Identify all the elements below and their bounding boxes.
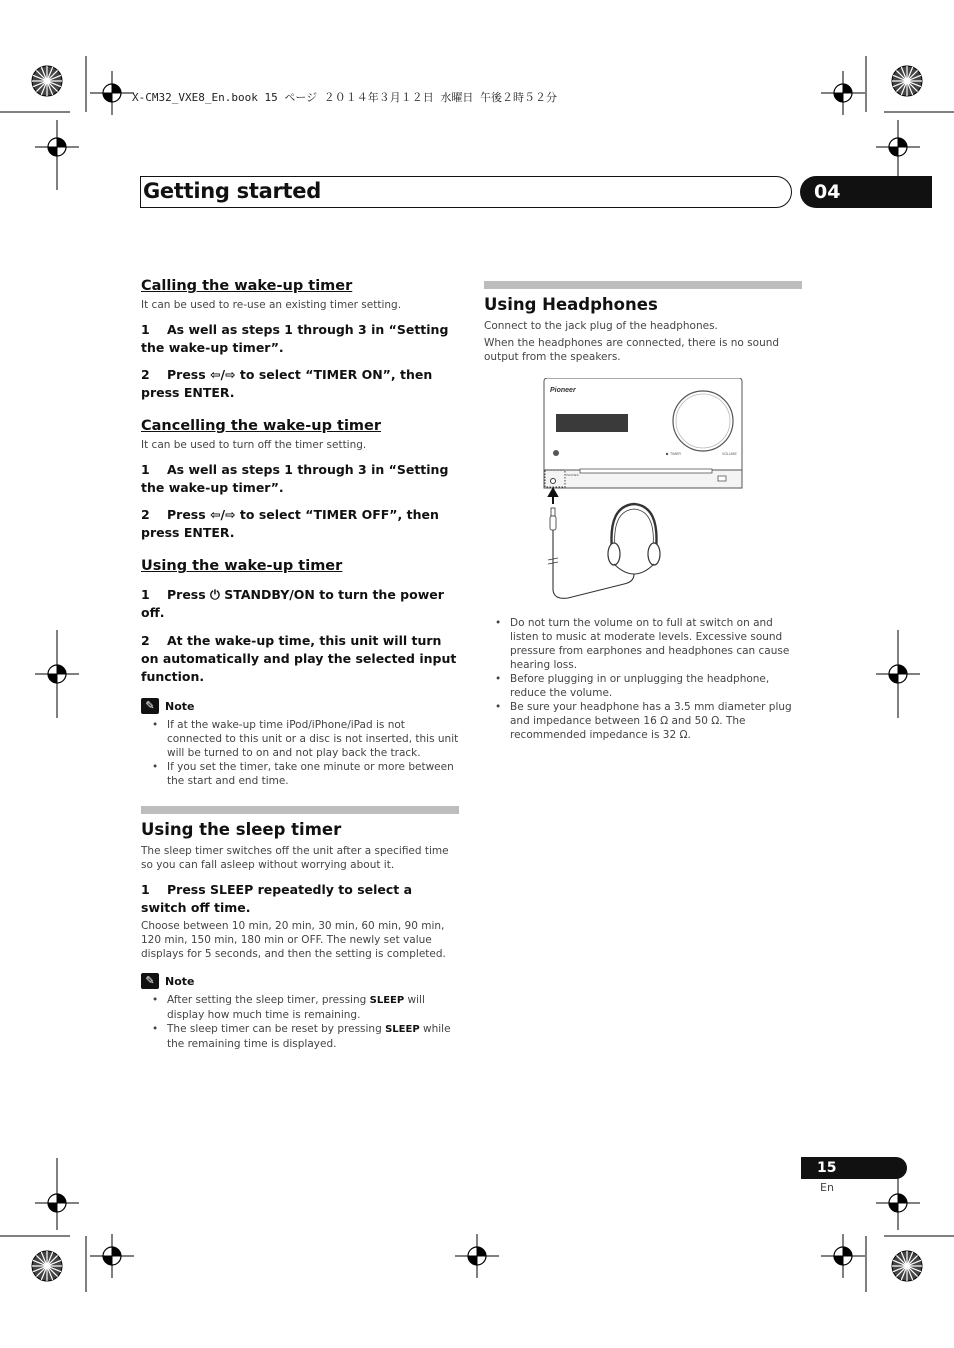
list-item: • Do not turn the volume on to full at switch on and listen to music at moderate levels. Excessive sound pressure from earphones and headphones can cause hearing loss. xyxy=(484,616,802,672)
phones-label: PHONES xyxy=(566,473,579,477)
cancelling-heading: Cancelling the wake-up timer xyxy=(141,418,382,434)
list-item: • The sleep timer can be reset by pressing SLEEP while the remaining time is displayed. xyxy=(141,1022,459,1051)
calling-heading: Calling the wake-up timer xyxy=(141,278,353,294)
headphones-bullets xyxy=(484,616,802,742)
calling-step-1: 1 As well as steps 1 through 3 in “Setting the wake-up timer”. xyxy=(141,322,449,355)
using-step-1: 1 Press ⏻ STANDBY/ON to turn the power off. xyxy=(141,587,444,620)
sleep-step-detail: Choose between 10 min, 20 min, 30 min, 60 min, 90 min, 120 min, 150 min, 180 min or OFF. The newly set value displays for 5 seconds, and then the setting is completed. xyxy=(141,920,446,960)
sleep-step-1: 1 Press SLEEP repeatedly to select a switch off time. xyxy=(141,882,413,915)
headphones-illustration xyxy=(484,378,802,608)
brand-logo: Pioneer xyxy=(550,387,576,394)
usb-port xyxy=(718,476,726,481)
chapter-number: 04 xyxy=(800,176,932,208)
page-language: En xyxy=(820,1181,834,1194)
calling-intro: It can be used to re-use an existing timer setting. xyxy=(141,299,402,311)
section-bar xyxy=(484,281,802,289)
headphones-heading: Using Headphones xyxy=(484,295,658,314)
sleep-heading: Using the sleep timer xyxy=(141,820,342,839)
sleep-notes xyxy=(141,993,459,1051)
volume-knob xyxy=(673,391,733,451)
list-item: • If at the wake-up time iPod/iPhone/iPad is not connected to this unit or a disc is not inserted, this unit will be turned to on and not play back the track. xyxy=(141,718,459,760)
right-column xyxy=(484,281,802,742)
headphones-icon xyxy=(608,504,660,574)
list-item: • If you set the timer, take one minute or more between the start and end time. xyxy=(141,760,459,788)
list-item: • Before plugging in or unplugging the headphone, reduce the volume. xyxy=(484,672,802,700)
pencil-icon: ✎ xyxy=(141,698,159,714)
pencil-icon: ✎ xyxy=(141,973,159,989)
using-note-head: ✎ Note xyxy=(141,698,459,714)
calling-step-2: 2 Press ⇦/⇨ to select “TIMER ON”, then press ENTER. xyxy=(141,367,433,400)
display-window xyxy=(556,414,628,432)
headphones-intro-2: When the headphones are connected, there is no sound output from the speakers. xyxy=(484,337,780,363)
using-notes xyxy=(141,718,459,788)
cancelling-intro: It can be used to turn off the timer setting. xyxy=(141,439,367,451)
page-number: 15 xyxy=(801,1157,907,1179)
standby-button xyxy=(553,450,559,456)
sleep-intro: The sleep timer switches off the unit after a specified time so you can fall asleep without worrying about it. xyxy=(141,845,449,871)
left-column xyxy=(141,276,459,1051)
section-bar xyxy=(141,806,459,814)
using-heading: Using the wake-up timer xyxy=(141,558,343,574)
list-item: • Be sure your headphone has a 3.5 mm diameter plug and impedance between 16 Ω and 50 Ω. The recommended impedance is 32 Ω. xyxy=(484,700,802,742)
cancelling-step-2: 2 Press ⇦/⇨ to select “TIMER OFF”, then press ENTER. xyxy=(141,507,439,540)
using-step-2: 2 At the wake-up time, this unit will turn on automatically and play the selected input function. xyxy=(141,633,457,684)
chapter-title: Getting started xyxy=(143,179,321,203)
print-header: X-CM32_VXE8_En.book 15 ページ ２０１４年３月１２日 水曜日 午後２時５２分 xyxy=(132,91,557,104)
headphone-plug xyxy=(550,516,556,530)
up-arrow-icon xyxy=(549,489,557,504)
list-item: • After setting the sleep timer, pressing SLEEP will display how much time is remaining. xyxy=(141,993,459,1022)
volume-label: VOLUME xyxy=(722,452,737,456)
timer-label: TIMER xyxy=(670,452,681,456)
sleep-note-head: ✎ Note xyxy=(141,973,459,989)
headphones-intro-1: Connect to the jack plug of the headphones. xyxy=(484,320,718,332)
cancelling-step-1: 1 As well as steps 1 through 3 in “Setting the wake-up timer”. xyxy=(141,462,449,495)
disc-slot xyxy=(580,469,712,473)
